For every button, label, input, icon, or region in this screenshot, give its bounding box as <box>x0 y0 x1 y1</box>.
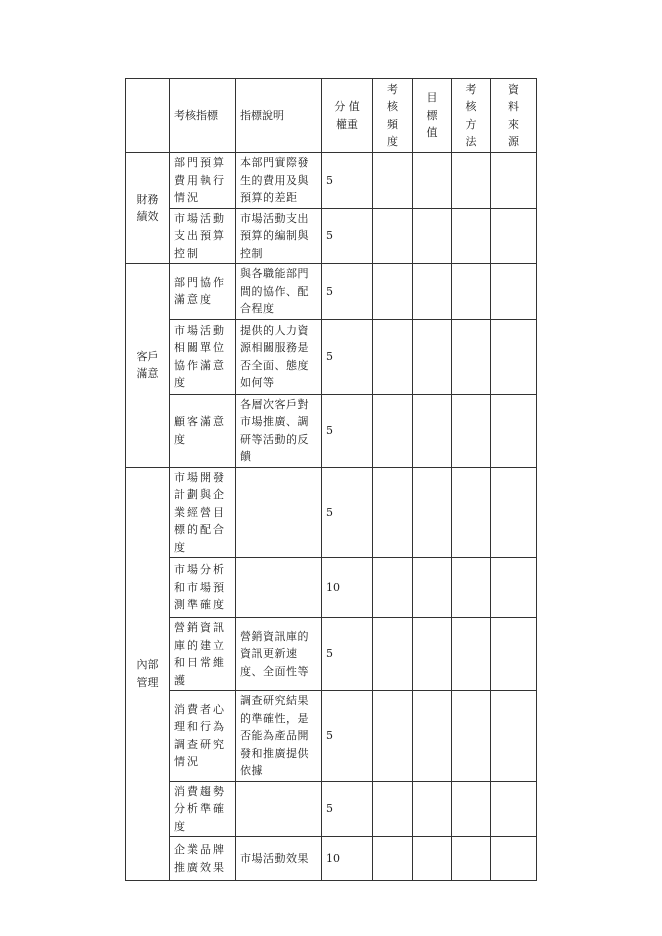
method-cell <box>452 208 491 264</box>
source-cell <box>491 394 537 467</box>
indicator-cell: 市場開發計劃與企業經營目標的配合度 <box>170 467 236 558</box>
indicator-cell: 市場活動支出預算控制 <box>170 208 236 264</box>
target-cell <box>413 467 452 558</box>
header-frequency-cell: 考 核 頻 度 <box>373 79 413 153</box>
table-row <box>126 319 537 394</box>
source-cell <box>491 781 537 837</box>
description-cell: 調查研究結果的準確性，是否能為產品開發和推廣提供依據 <box>236 691 322 782</box>
description-cell: 市場活動支出預算的編制與控制 <box>236 208 322 264</box>
indicator-cell: 部門協作滿意度 <box>170 264 236 320</box>
indicator-cell: 顧客滿意度 <box>170 394 236 467</box>
table-row <box>126 467 537 558</box>
frequency-cell <box>373 208 413 264</box>
frequency-cell <box>373 781 413 837</box>
table-row <box>126 558 537 618</box>
header-description-cell: 指標說明 <box>236 79 322 153</box>
frequency-cell <box>373 618 413 691</box>
category-cell: 財務 績效 <box>126 153 170 264</box>
category-cell: 客戶 滿意 <box>126 264 170 468</box>
table-row <box>126 208 537 264</box>
header-method-cell: 考 核 方 法 <box>452 79 491 153</box>
method-cell <box>452 319 491 394</box>
source-cell <box>491 264 537 320</box>
kpi-table-body <box>126 79 537 881</box>
description-cell: 提供的人力資源相關服務是否全面、態度如何等 <box>236 319 322 394</box>
description-cell: 與各職能部門間的協作、配合程度 <box>236 264 322 320</box>
weight-cell: 5 <box>322 618 373 691</box>
header-weight-cell: 分 值 權重 <box>322 79 373 153</box>
indicator-cell: 市場活動相關單位協作滿意度 <box>170 319 236 394</box>
method-cell <box>452 394 491 467</box>
indicator-cell: 企業品牌推廣效果 <box>170 837 236 881</box>
description-cell: 本部門實際發生的費用及與預算的差距 <box>236 153 322 209</box>
header-target-cell: 目 標 值 <box>413 79 452 153</box>
source-cell <box>491 837 537 881</box>
frequency-cell <box>373 264 413 320</box>
header-category-cell <box>126 79 170 153</box>
frequency-cell <box>373 691 413 782</box>
method-cell <box>452 781 491 837</box>
indicator-cell: 消費者心理和行為調查研究情況 <box>170 691 236 782</box>
table-row <box>126 394 537 467</box>
source-cell <box>491 691 537 782</box>
description-cell <box>236 781 322 837</box>
header-indicator-cell: 考核指標 <box>170 79 236 153</box>
frequency-cell <box>373 558 413 618</box>
target-cell <box>413 618 452 691</box>
source-cell <box>491 208 537 264</box>
category-cell: 內部 管理 <box>126 467 170 881</box>
target-cell <box>413 394 452 467</box>
table-row <box>126 153 537 209</box>
description-cell: 各層次客戶對市場推廣、調研等活動的反饋 <box>236 394 322 467</box>
method-cell <box>452 691 491 782</box>
frequency-cell <box>373 467 413 558</box>
target-cell <box>413 837 452 881</box>
table-row <box>126 781 537 837</box>
weight-cell: 5 <box>322 208 373 264</box>
weight-cell: 5 <box>322 153 373 209</box>
description-cell <box>236 558 322 618</box>
target-cell <box>413 264 452 320</box>
target-cell <box>413 319 452 394</box>
source-cell <box>491 467 537 558</box>
description-cell: 營銷資訊庫的資訊更新速度、全面性等 <box>236 618 322 691</box>
method-cell <box>452 837 491 881</box>
target-cell <box>413 781 452 837</box>
weight-cell: 5 <box>322 691 373 782</box>
indicator-cell: 消費趨勢分析準確度 <box>170 781 236 837</box>
table-row <box>126 691 537 782</box>
target-cell <box>413 558 452 618</box>
table-row <box>126 618 537 691</box>
weight-cell: 10 <box>322 558 373 618</box>
method-cell <box>452 467 491 558</box>
method-cell <box>452 618 491 691</box>
description-cell <box>236 467 322 558</box>
frequency-cell <box>373 837 413 881</box>
target-cell <box>413 153 452 209</box>
source-cell <box>491 558 537 618</box>
weight-cell: 5 <box>322 467 373 558</box>
frequency-cell <box>373 394 413 467</box>
weight-cell: 10 <box>322 837 373 881</box>
table-row <box>126 837 537 881</box>
weight-cell: 5 <box>322 319 373 394</box>
indicator-cell: 市場分析和市場預測準確度 <box>170 558 236 618</box>
header-row <box>126 79 537 153</box>
table-row <box>126 264 537 320</box>
header-source-cell: 資 料 來 源 <box>491 79 537 153</box>
frequency-cell <box>373 153 413 209</box>
indicator-cell: 部門預算費用執行情況 <box>170 153 236 209</box>
weight-cell: 5 <box>322 394 373 467</box>
target-cell <box>413 691 452 782</box>
target-cell <box>413 208 452 264</box>
description-cell: 市場活動效果 <box>236 837 322 881</box>
weight-cell: 5 <box>322 264 373 320</box>
source-cell <box>491 319 537 394</box>
method-cell <box>452 264 491 320</box>
indicator-cell: 營銷資訊庫的建立和日常維護 <box>170 618 236 691</box>
method-cell <box>452 558 491 618</box>
frequency-cell <box>373 319 413 394</box>
weight-cell: 5 <box>322 781 373 837</box>
source-cell <box>491 153 537 209</box>
method-cell <box>452 153 491 209</box>
source-cell <box>491 618 537 691</box>
kpi-table <box>125 78 537 881</box>
